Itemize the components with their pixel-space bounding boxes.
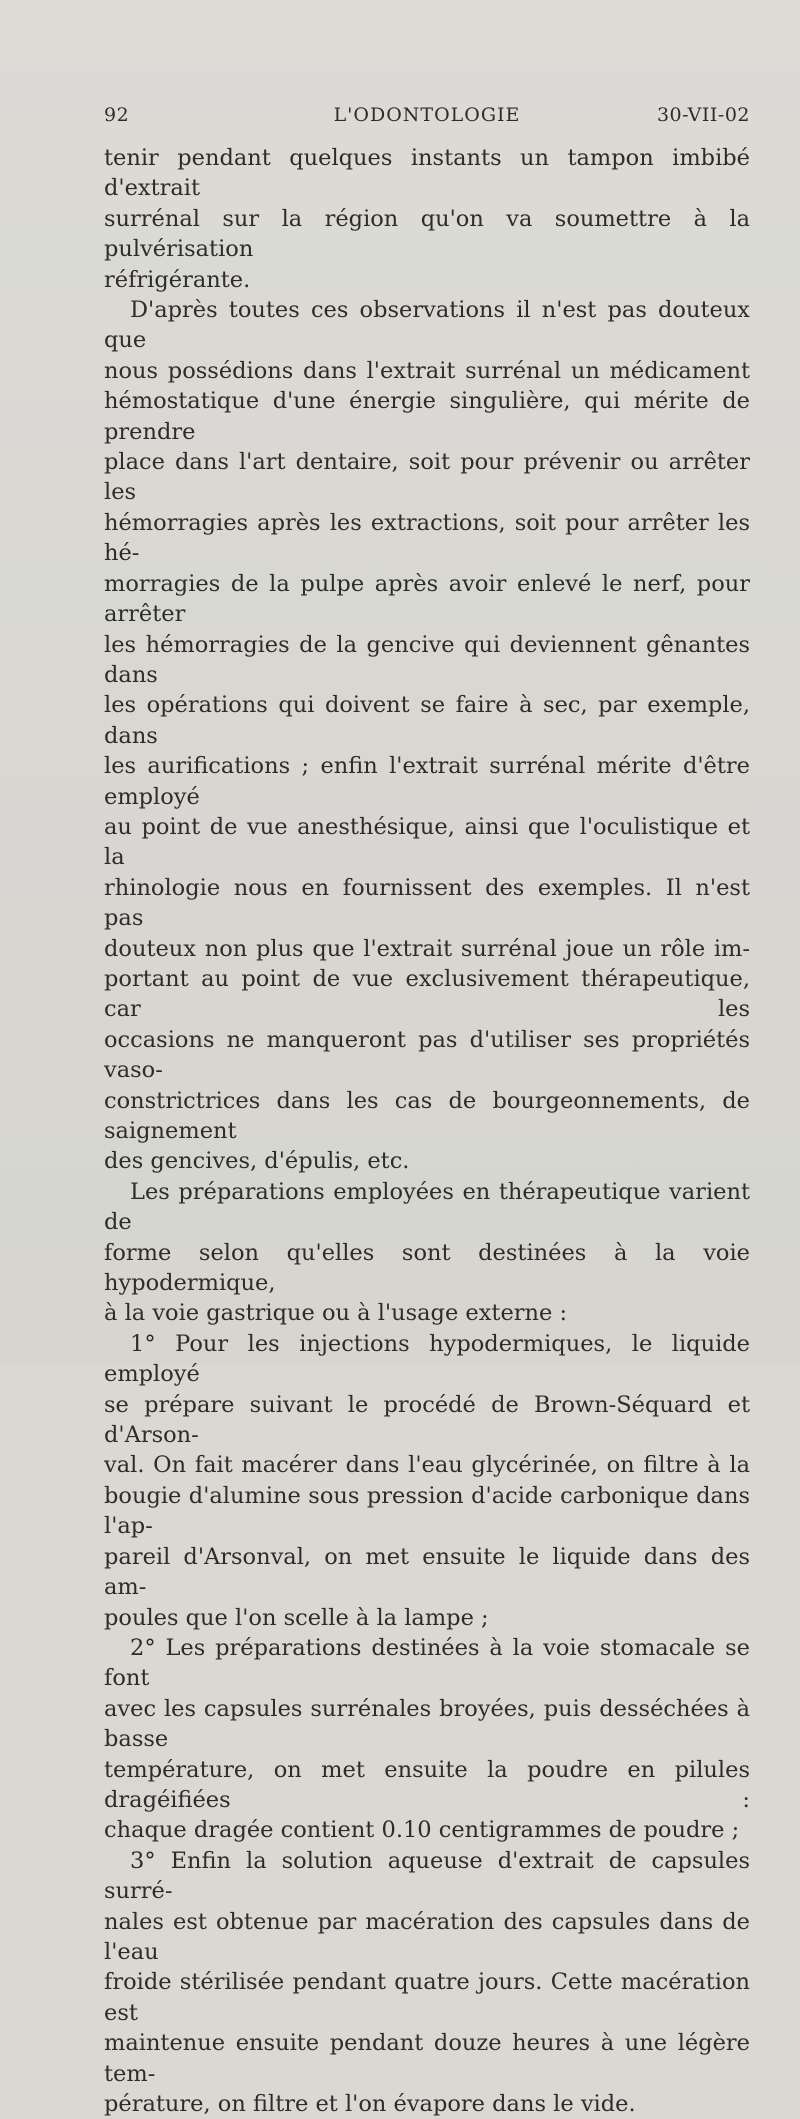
text-line: au point de vue anesthésique, ainsi que l'oculistique et la [104, 813, 750, 871]
text-line: surrénal sur la région qu'on va soumettre à la pulvérisation [104, 205, 750, 263]
text-line: avec les capsules surrénales broyées, puis desséchées à basse [104, 1695, 750, 1753]
running-header [104, 104, 750, 134]
text-line: les opérations qui doivent se faire à sec, par exemple, dans [104, 692, 750, 749]
text-line: portant au point de vue exclusivement thérapeutique, car les [104, 965, 750, 1023]
page-number: 92 [104, 104, 130, 126]
text-line: les aurifications ; enfin l'extrait surrénal mérite d'être employé [104, 753, 750, 810]
text-line: hémostatique d'une énergie singulière, qui mérite de prendre [104, 388, 750, 445]
text-line: maintenue ensuite pendant douze heures à une légère tem- [104, 2030, 750, 2087]
text-line: douteux non plus que l'extrait surrénal joue un rôle im- [104, 935, 750, 962]
text-line: les hémorragies de la gencive qui deviennent gênantes dans [104, 631, 750, 688]
text-line: chaque dragée contient 0.10 centigrammes de poudre ; [104, 1817, 740, 1844]
text-line: occasions ne manqueront pas d'utiliser ses propriétés vaso- [104, 1026, 750, 1084]
text-line: se prépare suivant le procédé de Brown-Séquard et d'Arson- [104, 1391, 750, 1449]
text-line: des gencives, d'épulis, etc. [104, 1148, 410, 1175]
text-line: rhinologie nous en fournissent des exemples. Il n'est pas [104, 874, 750, 932]
text-line: pérature, on filtre et l'on évapore dans le vide. [104, 2091, 636, 2117]
text-line: 1° Pour les injections hypodermiques, le liquide employé [104, 1330, 750, 1388]
text-line: pareil d'Arsonval, on met ensuite le liquide dans des am- [104, 1543, 750, 1601]
text-line: nales est obtenue par macération des capsules dans de l'eau [104, 1908, 750, 1965]
text-line: Les préparations employées en thérapeutique varient de [104, 1178, 750, 1236]
text-line: 2° Les préparations destinées à la voie stomacale se font [104, 1634, 750, 1692]
text-line: morragies de la pulpe après avoir enlevé le nerf, pour arrêter [104, 570, 750, 628]
text-line: place dans l'art dentaire, soit pour prévenir ou arrêter les [104, 449, 750, 506]
text-line: forme selon qu'elles sont destinées à la voie hypodermique, [104, 1239, 750, 1297]
body-text [104, 143, 750, 2119]
text-line: constrictrices dans les cas de bourgeonnements, de saignement [104, 1087, 750, 1144]
text-line: D'après toutes ces observations il n'est pas douteux que [104, 297, 750, 354]
text-line: nous possédions dans l'extrait surrénal un médicament [104, 357, 750, 384]
text-line: 3° Enfin la solution aqueuse d'extrait de capsules surré- [104, 1847, 750, 1905]
issue-date: 30-VII-02 [656, 104, 750, 126]
text-line: tenir pendant quelques instants un tampon imbibé d'extrait [104, 145, 750, 202]
text-line: froide stérilisée pendant quatre jours. Cette macération est [104, 1969, 750, 2026]
text-line: poules que l'on scelle à la lampe ; [104, 1604, 489, 1631]
text-line: réfrigérante. [104, 266, 251, 293]
text-line: bougie d'alumine sous pression d'acide carbonique dans l'ap- [104, 1482, 750, 1540]
text-line: à la voie gastrique ou à l'usage externe : [104, 1300, 568, 1327]
text-line: val. On fait macérer dans l'eau glycérinée, on filtre à la [104, 1452, 750, 1479]
text-line: hémorragies après les extractions, soit pour arrêter les hé- [104, 509, 750, 567]
text-line: température, on met ensuite la poudre en pilules dragéifiées : [104, 1756, 750, 1813]
journal-title: L'ODONTOLOGIE [333, 104, 521, 126]
